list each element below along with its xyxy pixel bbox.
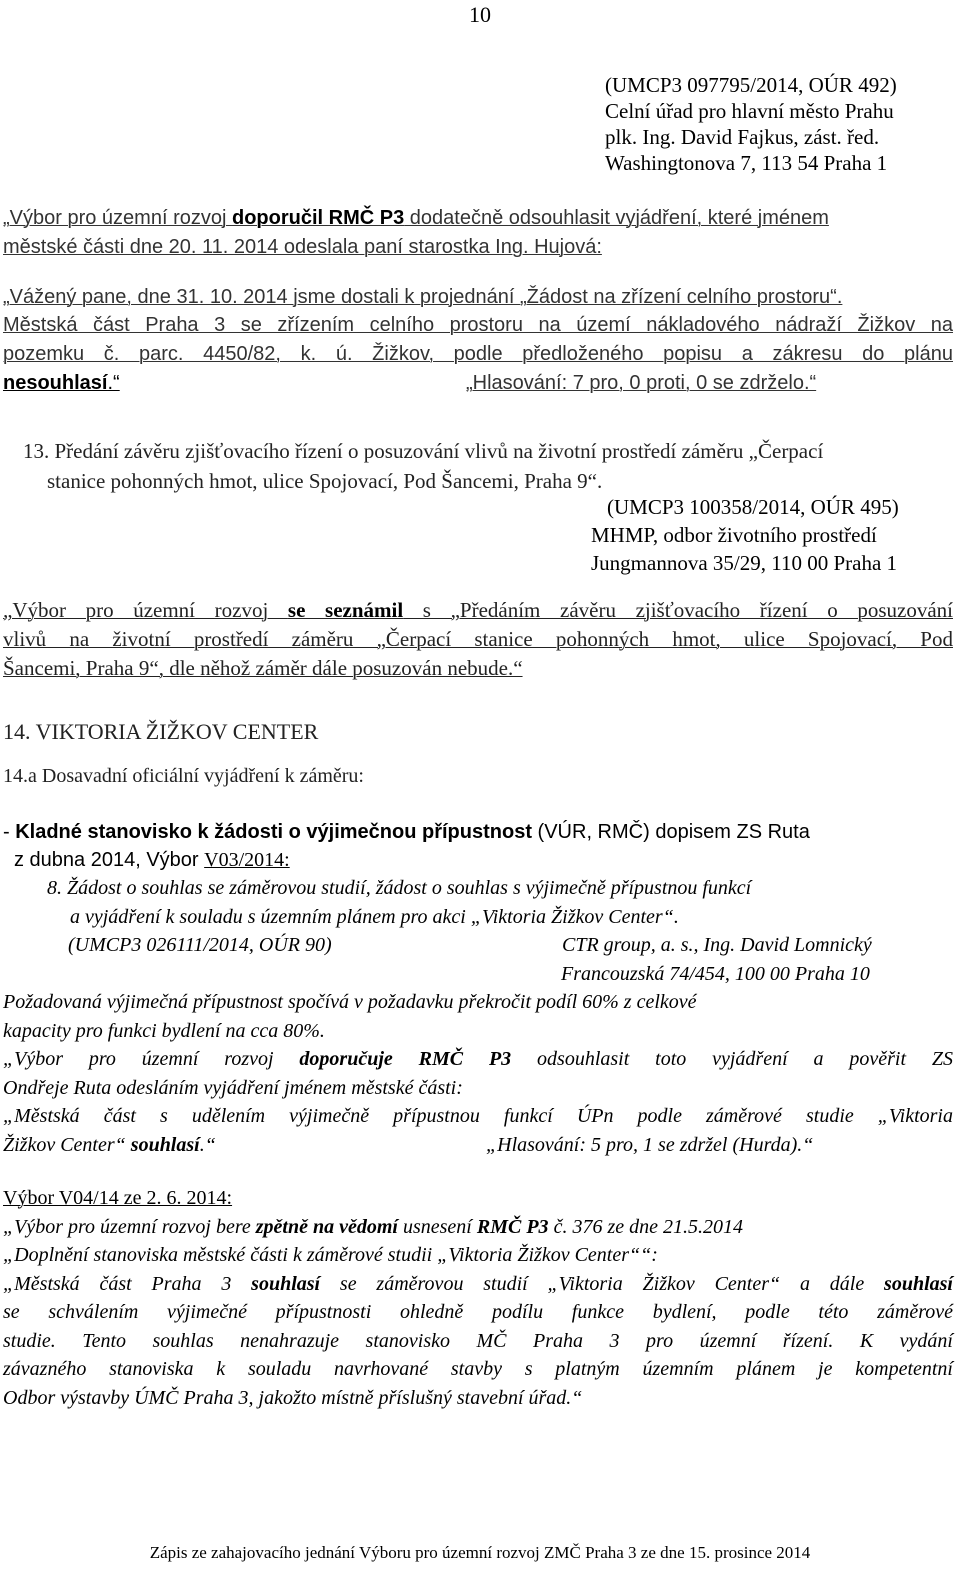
v04-line2: „Doplnění stanoviska městské části k záměrové studii „Viktoria Žižkov Center““: (3, 1244, 658, 1266)
item13-heading-line2: stanice pohonných hmot, ulice Spojovací, Pod Šancemi, Praha 9“. (47, 469, 603, 493)
item12-decision-line1: „Výbor pro územní rozvoj doporučil RMČ P3 dodatečně odsouhlasit vyjádření, které jménem (3, 207, 829, 229)
bullet-keyword: Kladné stanovisko k žádosti o výjimečnou přípustnost (15, 821, 532, 843)
item13-heading-line1: 13. Předání závěru zjišťovacího řízení o posuzování vlivů na životní prostředí záměru „Čerpací (23, 439, 824, 463)
item14-decision-line2: Ondřeje Ruta odesláním vyjádření jménem městské části: (3, 1077, 463, 1099)
item14-decision-line1: „Výbor pro územní rozvoj doporučuje RMČ P3 odsouhlasit toto vyjádření a pověřit ZS (3, 1048, 953, 1070)
v04-line6: závazného stanoviska k souladu navrhované stavby s platným územním plánem je kompetentní (3, 1358, 953, 1380)
item13-decision-line3: Šancemi, Praha 9“, dle něhož záměr dále posuzován nebude.“ (3, 656, 523, 680)
address-line: MHMP, odbor životního prostředí (591, 523, 877, 547)
v04-line3: „Městská část Praha 3 souhlasí se záměrovou studií „Viktoria Žižkov Center“ a dále souhlasí (3, 1273, 953, 1295)
item12-vote: „Hlasování: 7 pro, 0 proti, 0 se zdrželo.“ (466, 372, 817, 394)
item14-decision-line3: „Městská část s udělením výjimečně přípustnou funkcí ÚPn podle záměrové studie „Viktoria (3, 1105, 953, 1127)
v04-line5: studie. Tento souhlas nenahrazuje stanovisko MČ Praha 3 pro územní řízení. K vydání (3, 1330, 953, 1352)
decision-keyword: doporučuje RMČ P3 (299, 1048, 512, 1070)
item12-quote-line2: Městská část Praha 3 se zřízením celního prostoru na území nákladového nádraží Žižkov na (3, 314, 953, 336)
bullet-positive-opinion: - Kladné stanovisko k žádosti o výjimečnou přípustnost (VÚR, RMČ) dopisem ZS Ruta (3, 821, 810, 843)
requirement-line1: Požadovaná výjimečná přípustnost spočívá v požadavku překročit podíl 60% z celkové (3, 991, 697, 1013)
item12-quote-line4: nesouhlasí.“ (3, 372, 120, 394)
item13-decision-line2: vlivů na životní prostředí záměru „Čerpací stanice pohonných hmot, ulice Spojovací, Pod (3, 627, 953, 651)
recipient-address-item13 (591, 493, 899, 577)
address-line: plk. Ing. David Fajkus, zást. řed. (605, 125, 880, 149)
item13-decision-line1: „Výbor pro územní rozvoj se seznámil s „Předáním závěru zjišťovacího řízení o posuzování (3, 598, 953, 622)
v04-line7: Odbor výstavby ÚMČ Praha 3, jakožto místně příslušný stavební úřad.“ (3, 1387, 583, 1409)
item8-line2: a vyjádření k souladu s územním plánem pro akci „Viktoria Žižkov Center“. (70, 906, 679, 928)
item14-heading: 14. VIKTORIA ŽIŽKOV CENTER (3, 719, 319, 744)
verdict-keyword: souhlasí (251, 1273, 321, 1295)
item8-applicant: CTR group, a. s., Ing. David Lomnický (562, 934, 872, 956)
requirement-line2: kapacity pro funkci bydlení na cca 80%. (3, 1020, 325, 1042)
v04-line4: se schválením výjimečné přípustnosti ohledně podílu funkce bydlení, podle této záměrové (3, 1301, 953, 1323)
v04-heading: Výbor V04/14 ze 2. 6. 2014: (3, 1187, 233, 1209)
decision-keyword: doporučil RMČ P3 (231, 207, 405, 229)
verdict-keyword: souhlasí (130, 1134, 200, 1156)
v04-line1: „Výbor pro územní rozvoj bere zpětně na vědomí usnesení RMČ P3 č. 376 ze dne 21.5.2014 (3, 1216, 743, 1238)
address-line: (UMCP3 097795/2014, OÚR 492) (605, 73, 897, 97)
item14-decision-line4: Žižkov Center“ souhlasí.“ (3, 1134, 216, 1156)
decision-keyword: zpětně na vědomí (255, 1216, 398, 1238)
item12-quote-line1: „Vážený pane, dne 31. 10. 2014 jsme dostali k projednání „Žádost na zřízení celního prostoru“. (3, 286, 843, 308)
item14-subheading: 14.a Dosavadní oficiální vyjádření k záměru: (3, 765, 364, 787)
address-line: Jungmannova 35/29, 110 00 Praha 1 (591, 551, 898, 575)
page-number: 10 (469, 2, 491, 27)
verdict-keyword: nesouhlasí (3, 372, 108, 394)
page-footer: Zápis ze zahajovacího jednání Výboru pro územní rozvoj ZMČ Praha 3 ze dne 15. prosince 2014 (149, 1543, 811, 1562)
recipient-address-item12 (605, 72, 897, 176)
decision-keyword: se seznámil (287, 598, 404, 622)
address-line: (UMCP3 100358/2014, OÚR 495) (607, 495, 899, 519)
item8-line1: 8. Žádost o souhlas se záměrovou studií, žádost o souhlas s výjimečně přípustnou funkcí (47, 877, 752, 899)
item14-vote: „Hlasování: 5 pro, 1 se zdržel (Hurda).“ (486, 1134, 814, 1156)
item8-reference: (UMCP3 026111/2014, OÚR 90) (68, 934, 332, 956)
verdict-keyword: souhlasí (884, 1273, 953, 1295)
bullet-date-line: z dubna 2014, Výbor V03/2014: (14, 849, 290, 871)
address-line: Celní úřad pro hlavní město Prahu (605, 99, 894, 123)
item12-quote-line3: pozemku č. parc. 4450/82, k. ú. Žižkov, podle předloženého popisu a zákresu do plánu (3, 343, 953, 365)
item8-applicant-address: Francouzská 74/454, 100 00 Praha 10 (561, 963, 870, 985)
address-line: Washingtonova 7, 113 54 Praha 1 (605, 151, 888, 175)
item12-decision-line2: městské části dne 20. 11. 2014 odeslala paní starostka Ing. Hujová: (3, 236, 602, 258)
